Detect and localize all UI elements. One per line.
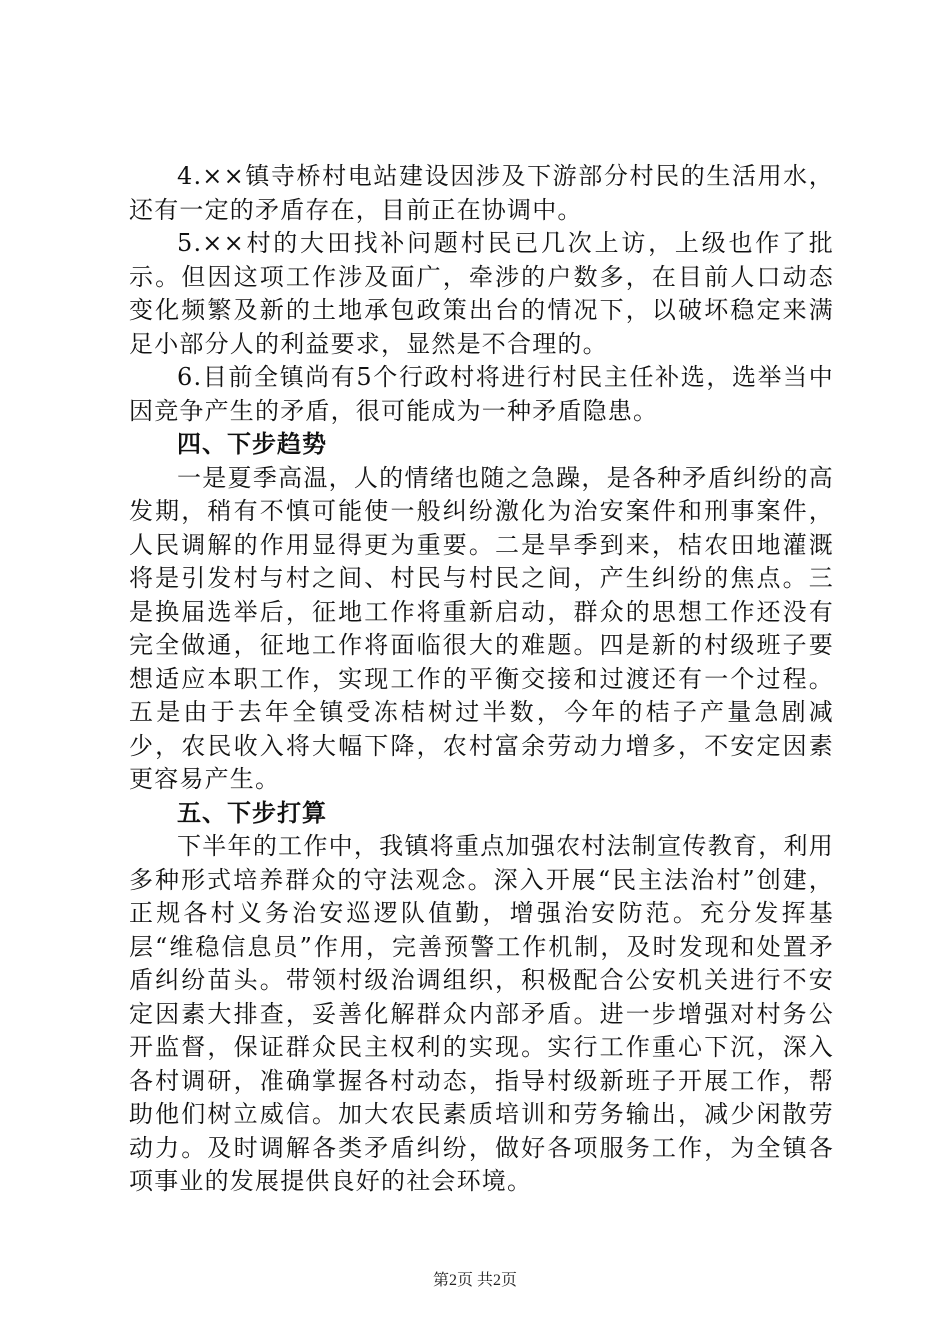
section-heading-plan: 五、下步打算 [177,798,327,827]
section-heading-trend: 四、下步趋势 [177,430,327,458]
document-body [129,160,834,1199]
paragraph-item-4: 4.××镇寺桥村电站建设因涉及下游部分村民的生活用水，还有一定的矛盾存在，目前正在协调中。 [129,162,834,224]
paragraph-item-5: 5.××村的大田找补问题村民已几次上访，上级也作了批示。但因这项工作涉及面广，牵涉的户数多，在目前人口动态变化频繁及新的土地承包政策出台的情况下，以破坏稳定来满足小部分人的利益要求，显然是不合理的。 [129,229,834,358]
paragraph-plan: 下半年的工作中，我镇将重点加强农村法制宣传教育，利用多种形式培养群众的守法观念。深入开展“民主法治村”创建，正规各村义务治安巡逻队值勤，增强治安防范。充分发挥基层“维稳信息员”作用，完善预警工作机制，及时发现和处置矛盾纠纷苗头。带领村级治调组织，积极配合公安机关进行不安定因素大排查，妥善化解群众内部矛盾。进一步增强对村务公开监督，保证群众民主权利的实现。实行工作重心下沉，深入各村调研，准确掌握各村动态，指导村级新班子开展工作，帮助他们树立威信。加大农民素质培训和劳务输出，减少闲散劳动力。及时调解各类矛盾纠纷，做好各项服务工作，为全镇各项事业的发展提供良好的社会环境。 [129,832,834,1195]
paragraph-item-6: 6.目前全镇尚有5个行政村将进行村民主任补选，选举当中因竞争产生的矛盾，很可能成为一种矛盾隐患。 [129,363,834,425]
page-number-footer: 第2页 共2页 [432,1272,517,1289]
paragraph-trend: 一是夏季高温，人的情绪也随之急躁，是各种矛盾纠纷的高发期，稍有不慎可能使一般纠纷激化为治安案件和刑事案件，人民调解的作用显得更为重要。二是旱季到来，桔农田地灌溉将是引发村与村之间、村民与村民之间，产生纠纷的焦点。三是换届选举后，征地工作将重新启动，群众的思想工作还没有完全做通，征地工作将面临很大的难题。四是新的村级班子要想适应本职工作，实现工作的平衡交接和过渡还有一个过程。五是由于去年全镇受冻桔树过半数，今年的桔子产量急剧减少，农民收入将大幅下降，农村富余劳动力增多，不安定因素更容易产生。 [129,463,834,793]
